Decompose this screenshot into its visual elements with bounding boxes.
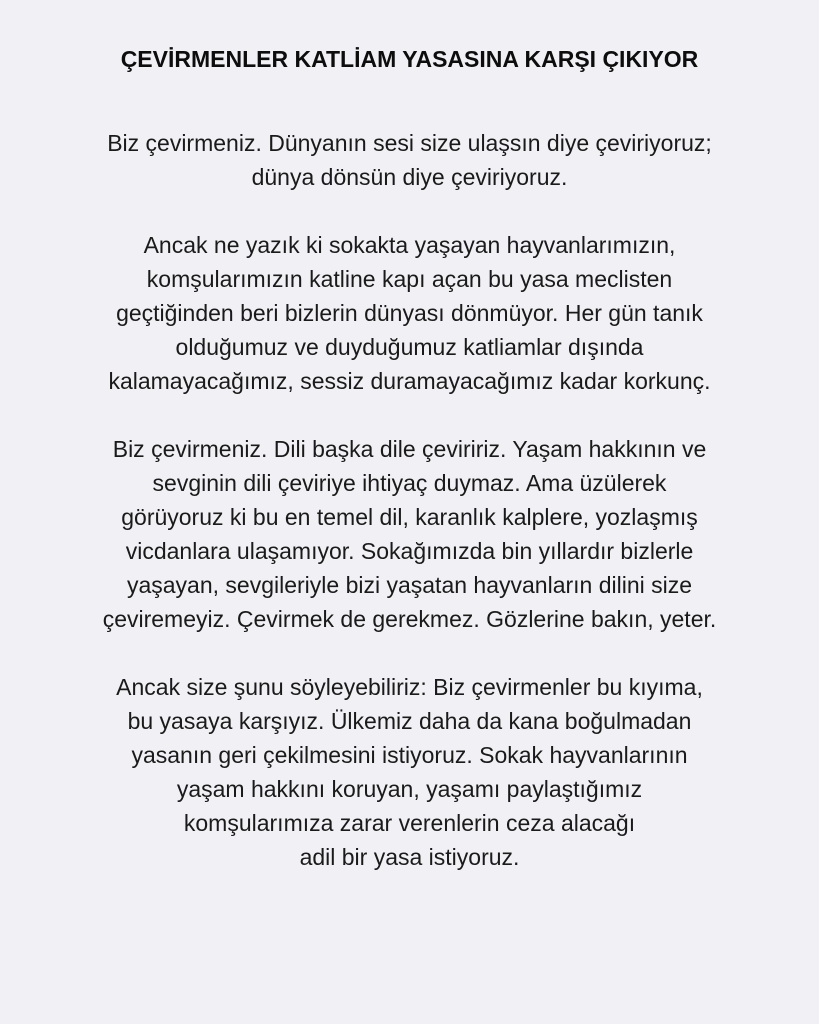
- text-line: Biz çevirmeniz. Dili başka dile çeviririz. Yaşam hakkının ve: [112, 436, 707, 462]
- text-line: adil bir yasa istiyoruz.: [299, 844, 520, 870]
- paragraph-demand: [40, 670, 779, 874]
- text-line: yasanın geri çekilmesini istiyoruz. Sokak hayvanlarının: [131, 742, 688, 768]
- text-line: geçtiğinden beri bizlerin dünyası dönmüyor. Her gün tanık: [116, 300, 703, 326]
- text-line: sevginin dili çeviriye ihtiyaç duymaz. Ama üzülerek: [152, 470, 667, 496]
- text-line: vicdanlara ulaşamıyor. Sokağımızda bin yıllardır bizlerle: [125, 538, 694, 564]
- paragraph-intro: [40, 126, 779, 194]
- text-line: yaşam hakkını koruyan, yaşamı paylaştığımız: [176, 776, 643, 802]
- text-line: kalamayacağımız, sessiz duramayacağımız kadar korkunç.: [108, 368, 711, 394]
- text-line: Ancak size şunu söyleyebiliriz: Biz çevirmenler bu kıyıma,: [116, 674, 703, 700]
- text-line: Ancak ne yazık ki sokakta yaşayan hayvanlarımızın,: [143, 232, 676, 258]
- paragraph-law-impact: [40, 228, 779, 398]
- text-line: bu yasaya karşıyız. Ülkemiz daha da kana boğulmadan: [127, 708, 692, 734]
- text-line: komşularımıza zarar verenlerin ceza alacağı: [183, 810, 636, 836]
- text-line: komşularımızın katline kapı açan bu yasa meclisten: [146, 266, 673, 292]
- paragraph-language-of-life: [40, 432, 779, 636]
- text-line: yaşayan, sevgileriyle bizi yaşatan hayvanların dilini size: [126, 572, 693, 598]
- text-line: olduğumuz ve duyduğumuz katliamlar dışında: [175, 334, 644, 360]
- text-line: çeviremeyiz. Çevirmek de gerekmez. Gözlerine bakın, yeter.: [102, 606, 717, 632]
- text-line: görüyoruz ki bu en temel dil, karanlık kalplere, yozlaşmış: [121, 504, 698, 530]
- text-line: Biz çevirmeniz. Dünyanın sesi size ulaşsın diye çeviriyoruz;: [107, 130, 712, 156]
- page-title: ÇEVİRMENLER KATLİAM YASASINA KARŞI ÇIKIYOR: [120, 46, 699, 72]
- text-line: dünya dönsün diye çeviriyoruz.: [251, 164, 568, 190]
